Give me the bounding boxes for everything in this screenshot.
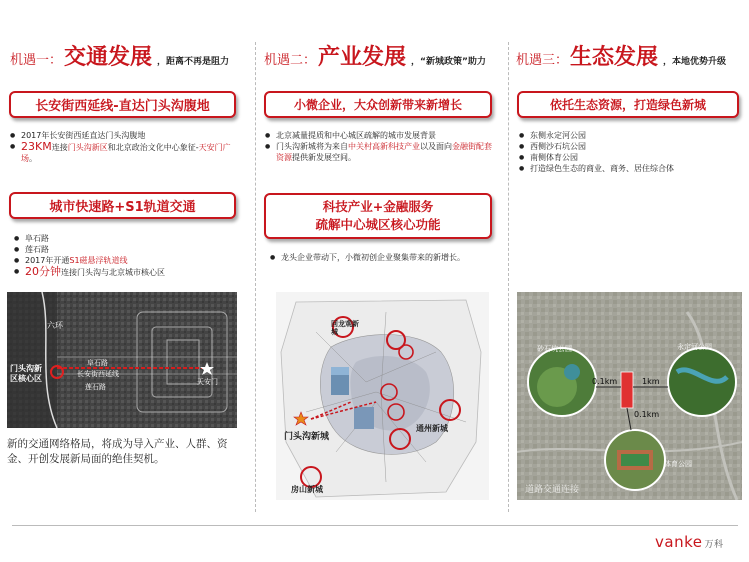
map-label-park: 砂石坑公园	[537, 345, 572, 353]
bullet-text: 南侧体育公园	[530, 153, 578, 162]
logo-cn: 万科	[704, 540, 724, 550]
bullet-list	[265, 130, 495, 163]
heading-prefix: 机遇二：	[264, 53, 317, 68]
map-label-road: 莲石路	[85, 383, 106, 391]
bullet-text: 打造绿色生态的商业、商务、居住综合体	[530, 164, 674, 173]
map-label-road: 阜石路	[87, 359, 108, 367]
column-ecology	[516, 40, 726, 71]
map-label-distance: 0.1km	[634, 410, 660, 419]
heading-title: 交通发展	[64, 45, 153, 70]
bullet-text: 东侧永定河公园	[530, 131, 586, 140]
bullet-item	[519, 152, 744, 163]
bullet-text: 2017年长安街西延直达门头沟腹地	[21, 131, 146, 140]
highlight-text: S1磁悬浮轨道线	[69, 256, 128, 265]
bullet-text: 。	[29, 154, 37, 163]
map-label-ring: 六环	[47, 321, 63, 330]
bullet-list	[270, 252, 500, 263]
map-graphic	[7, 292, 237, 428]
map-label-roads: 道路交通连接	[525, 485, 580, 495]
bullet-item	[14, 233, 244, 244]
heading-subtitle: ，“新城政策”助力	[411, 57, 486, 67]
bullet-text: 连接门头沟与北京城市核心区	[61, 268, 165, 277]
map-label-distance: 0.1km	[592, 377, 618, 386]
box-label: 长安街西延线-直达门头沟腹地	[35, 99, 210, 114]
logo-brand: vanke	[655, 533, 703, 551]
map-label-tongzhou: 通州新城	[416, 424, 448, 433]
column-divider	[255, 42, 256, 512]
map-label-area: 门头沟新区核心区	[10, 364, 42, 383]
bullet-text: 提供新发展空间。	[292, 153, 356, 162]
bullet-text: 莲石路	[25, 245, 49, 254]
box-label-line1: 科技产业+金融服务	[322, 199, 434, 214]
bullet-item	[519, 163, 744, 174]
column-divider	[508, 42, 509, 512]
highlight-text: 中关村高新科技产业	[348, 142, 420, 151]
footer-divider	[12, 525, 738, 526]
highlight-text: 天安门广场	[21, 143, 231, 163]
map-label-fangshan: 房山新城	[291, 485, 323, 494]
industry-district-map	[276, 292, 489, 500]
highlight-number: 20分钟	[25, 265, 61, 278]
map-label-mentougou: 门头沟新城	[284, 432, 330, 442]
map-label-center: 天安门	[197, 378, 218, 386]
highlight-number: 23KM	[21, 140, 52, 153]
map-label-park: 体育公园	[664, 460, 692, 468]
column-industry	[264, 40, 486, 71]
bullet-text: 以及面向	[420, 142, 452, 151]
map-label-park: 永定河公园	[677, 343, 712, 351]
bullet-item	[265, 130, 495, 141]
vanke-logo	[655, 533, 723, 551]
title-box-techfinance	[264, 193, 492, 239]
heading-subtitle: ，距离不再是阻力	[157, 57, 230, 67]
bullet-text: 和北京政治文化中心象征-	[107, 143, 199, 152]
bullet-list	[14, 233, 244, 278]
title-box-smallbiz	[264, 91, 492, 118]
title-box-expressway	[9, 192, 236, 219]
column-heading	[516, 40, 726, 71]
box-label: 城市快速路+S1轨道交通	[49, 200, 196, 215]
bullet-text: 北京减量提质和中心城区疏解的城市发展背景	[276, 131, 436, 140]
highlight-text: 金融街配套资源	[276, 142, 492, 162]
bullet-item	[519, 130, 744, 141]
map-graphic	[276, 292, 489, 500]
heading-prefix: 机遇一：	[10, 53, 63, 68]
box-label: 依托生态资源，打造绿色新城	[549, 98, 706, 112]
bullet-text: 龙头企业带动下，小微初创企业聚集带来的新增长。	[281, 253, 465, 262]
ecology-park-map	[517, 292, 742, 500]
column-heading	[10, 40, 229, 71]
traffic-caption: 新的交通网络格局，将成为导入产业、人群、资金、开创发展新局面的绝佳契机。	[7, 438, 228, 465]
traffic-satellite-map	[7, 292, 237, 428]
box-label-line2: 疏解中心城区核心功能	[315, 217, 441, 232]
map-graphic	[517, 292, 742, 500]
heading-prefix: 机遇三：	[516, 53, 569, 68]
bullet-item	[519, 141, 744, 152]
map-label-distance: 1km	[642, 377, 660, 386]
bullet-item	[270, 252, 500, 263]
bullet-text: 阜石路	[25, 234, 49, 243]
heading-title: 产业发展	[318, 45, 407, 70]
bullet-list	[10, 130, 240, 164]
title-box-green	[517, 91, 739, 118]
bullet-item	[265, 141, 495, 163]
bullet-item	[10, 141, 240, 164]
bullet-item	[14, 244, 244, 255]
bullet-text: 连接	[51, 143, 68, 152]
bullet-list	[519, 130, 744, 174]
bullet-item	[14, 266, 244, 278]
heading-title: 生态发展	[570, 45, 659, 70]
bullet-text: 门头沟新城将为来自	[276, 142, 348, 151]
title-box-changan	[9, 91, 236, 118]
column-traffic	[10, 40, 229, 71]
bullet-text: 西侧沙石坑公园	[530, 142, 586, 151]
heading-subtitle: ，本地优势升级	[663, 57, 727, 67]
map-label-north: 回龙观新城	[331, 320, 359, 336]
map-label-road: 长安街西延线	[77, 370, 119, 378]
column-heading	[264, 40, 486, 71]
bullet-text: 2017年开通	[25, 256, 70, 265]
box-label: 小微企业，大众创新带来新增长	[293, 98, 462, 112]
highlight-text: 门头沟新区	[67, 143, 108, 152]
